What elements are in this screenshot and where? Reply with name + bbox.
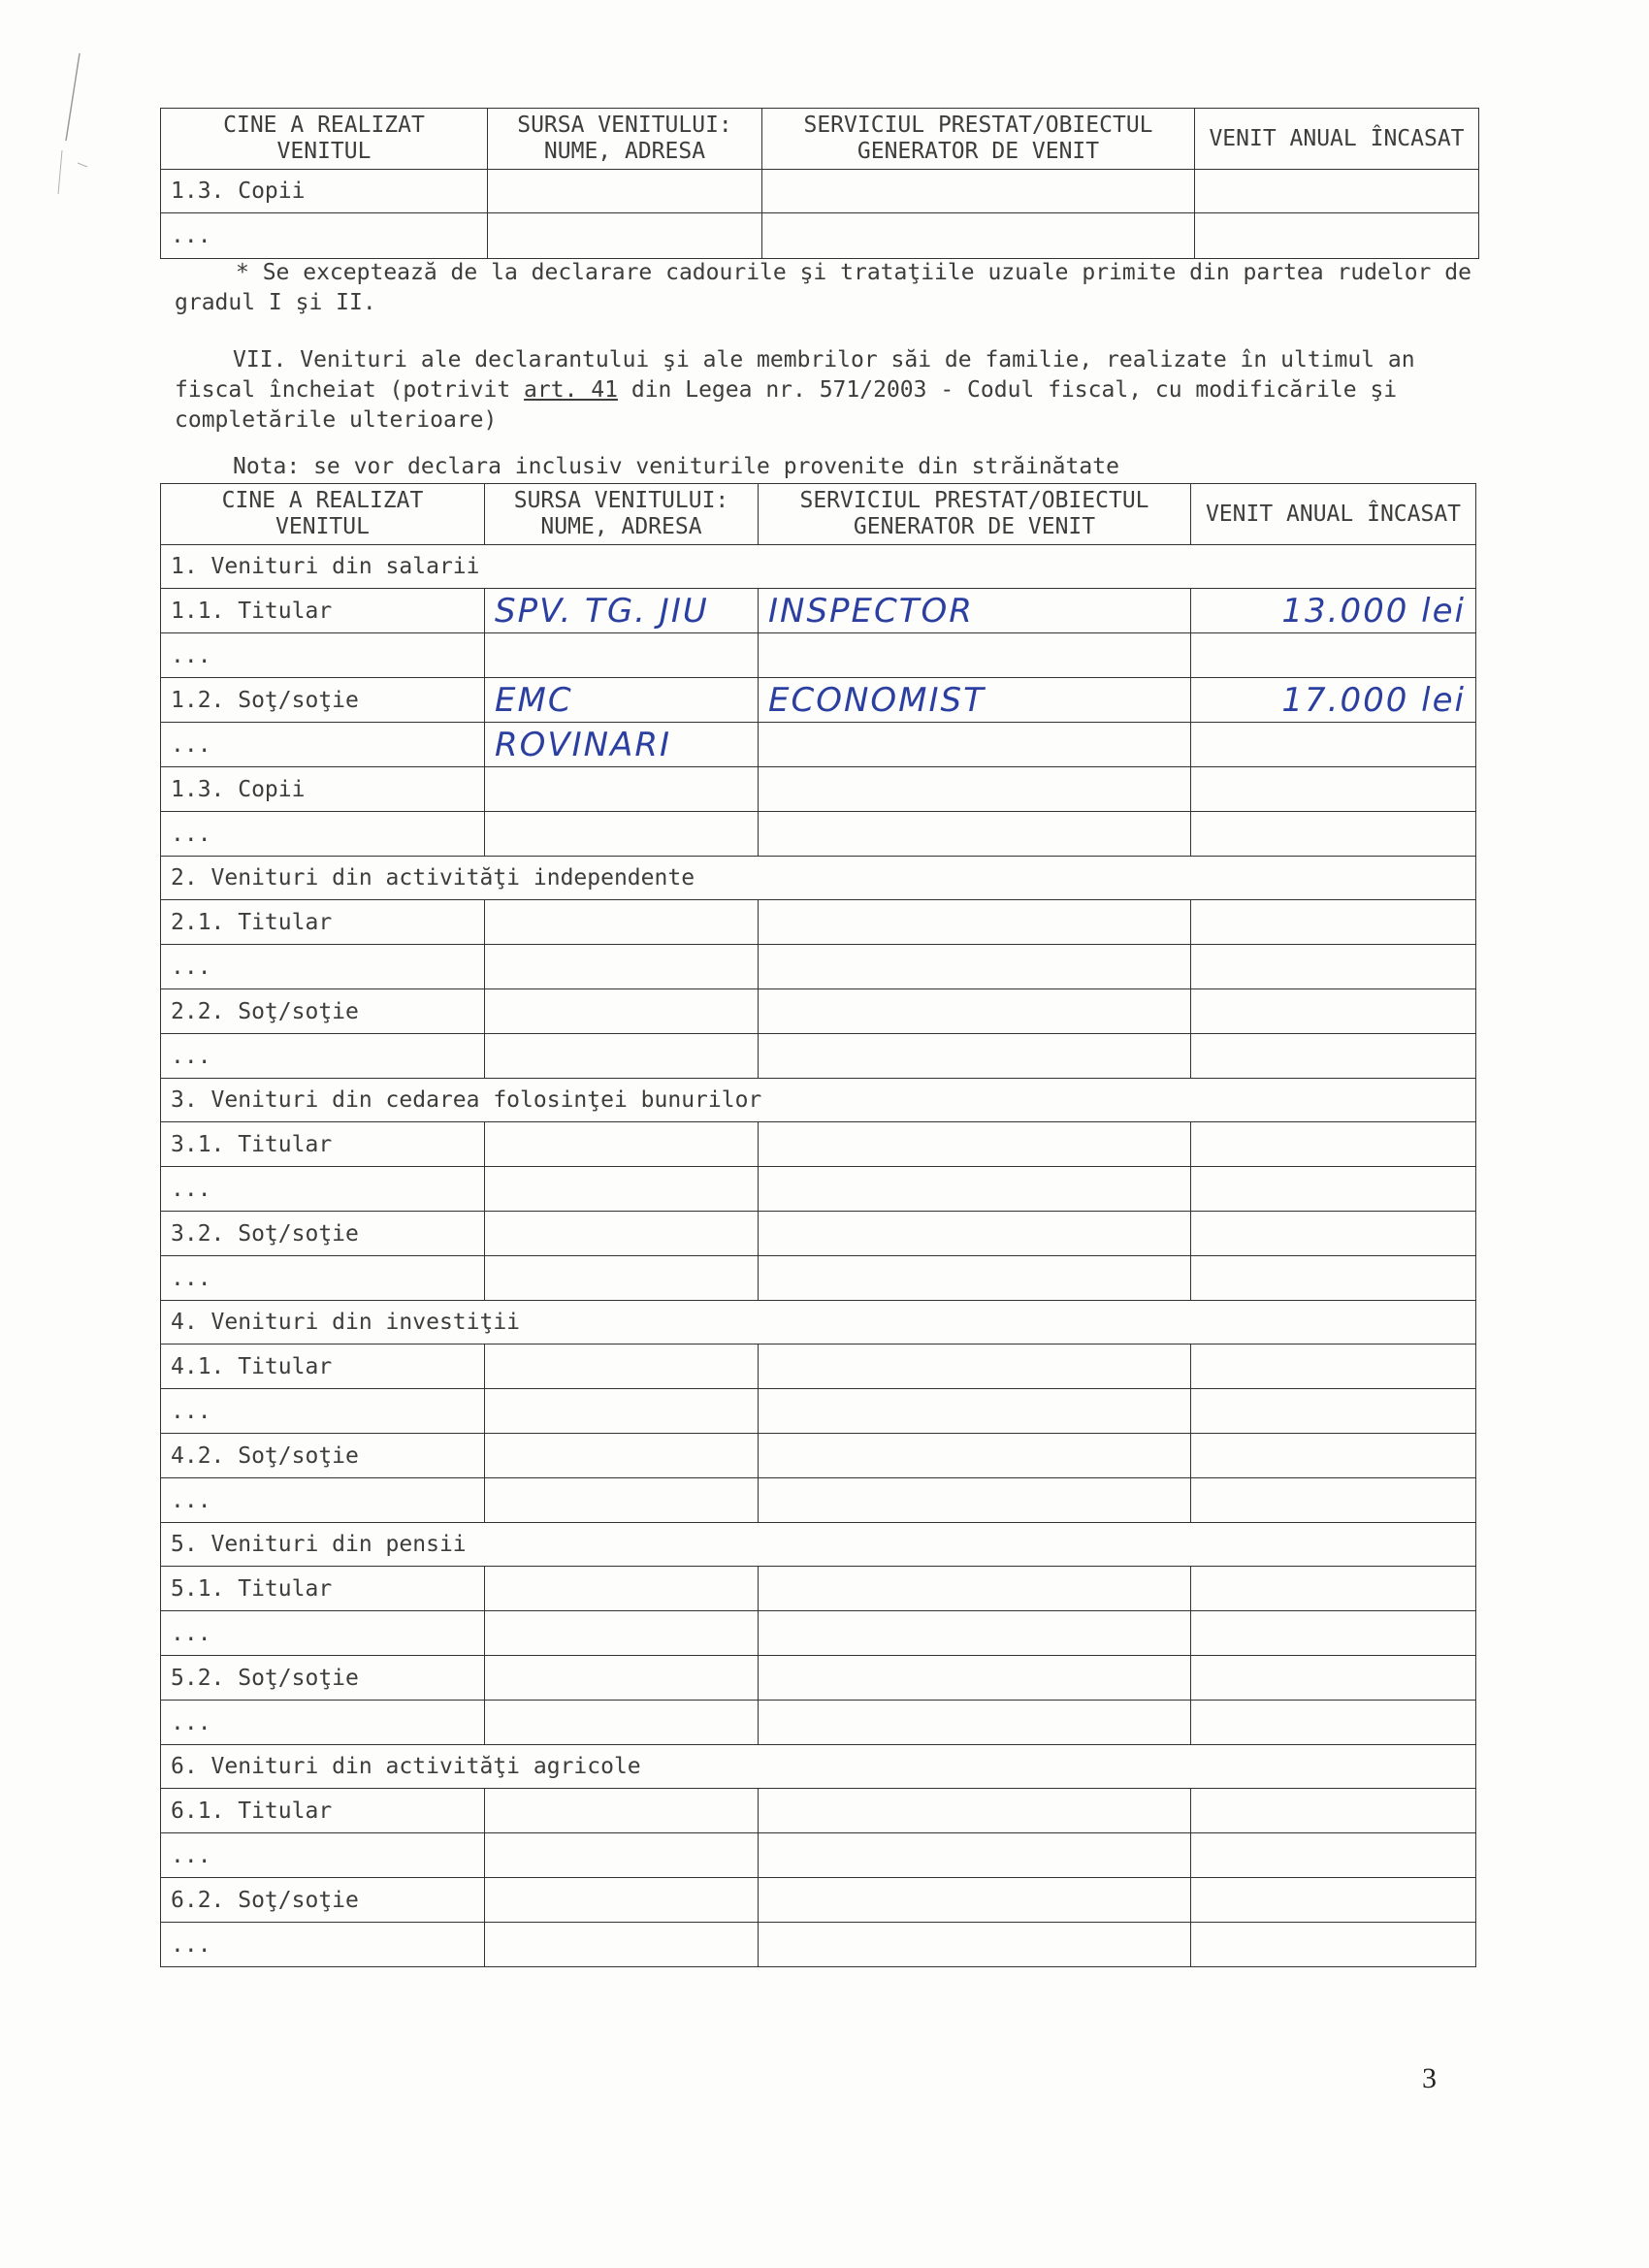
- service-cell: [759, 1878, 1191, 1923]
- source-cell: [485, 1122, 759, 1167]
- row-label: 5.2. Soţ/soţie: [161, 1656, 485, 1701]
- source-cell: [485, 945, 759, 989]
- service-cell: ECONOMIST: [759, 678, 1191, 723]
- row-label: 5.1. Titular: [161, 1567, 485, 1611]
- row-label: 1.3. Copii: [161, 767, 485, 812]
- row-label: ...: [161, 1256, 485, 1301]
- row-label: 3.1. Titular: [161, 1122, 485, 1167]
- service-cell: [762, 213, 1195, 259]
- income-cell: [1191, 1611, 1476, 1656]
- row-label: ...: [161, 945, 485, 989]
- service-cell: INSPECTOR: [759, 589, 1191, 633]
- section-text-continued: din Legea nr. 571/2003 - Codul fiscal, cu modificările şi completările ulterioare): [175, 377, 1398, 433]
- section-title-row: [161, 1745, 1476, 1789]
- service-cell: [759, 723, 1191, 767]
- service-cell: [759, 1034, 1191, 1079]
- service-cell: [759, 1701, 1191, 1745]
- row-label: ...: [161, 723, 485, 767]
- table-row: [161, 1434, 1476, 1478]
- row-label: 2.2. Soţ/soţie: [161, 989, 485, 1034]
- source-cell: [485, 1167, 759, 1212]
- income-table: [160, 483, 1476, 1967]
- service-cell: [759, 1656, 1191, 1701]
- header-source: SURSA VENITULUI: NUME, ADRESA: [488, 109, 762, 170]
- table-row: [161, 1256, 1476, 1301]
- table-row: [161, 1611, 1476, 1656]
- income-cell: [1195, 170, 1479, 213]
- table-row: [161, 1789, 1476, 1833]
- section-vii-heading: [175, 345, 1455, 436]
- row-label: ...: [161, 1701, 485, 1745]
- income-cell: [1191, 1833, 1476, 1878]
- service-cell: [759, 767, 1191, 812]
- service-cell: [762, 170, 1195, 213]
- section-title: 2. Venituri din activităţi independente: [161, 857, 1476, 900]
- table-row: [161, 900, 1476, 945]
- header-row: [161, 484, 1476, 545]
- source-cell: [485, 1701, 759, 1745]
- table-row: [161, 1833, 1476, 1878]
- table-row: [161, 589, 1476, 633]
- table-row: [161, 1212, 1476, 1256]
- header-income: VENIT ANUAL ÎNCASAT: [1191, 484, 1476, 545]
- service-cell: [759, 1389, 1191, 1434]
- income-cell: [1191, 1122, 1476, 1167]
- table-row: [161, 1167, 1476, 1212]
- income-cell: [1195, 213, 1479, 259]
- row-label: ...: [161, 1389, 485, 1434]
- service-cell: [759, 1256, 1191, 1301]
- table-row: [161, 213, 1479, 259]
- table-row: [161, 1701, 1476, 1745]
- table-row: [161, 1567, 1476, 1611]
- section-text: Venituri ale declarantului şi ale membrilor săi de familie, realizate în ultimul an fiscal încheiat (potrivit: [175, 347, 1415, 403]
- table-row: [161, 633, 1476, 678]
- table-row: [161, 1878, 1476, 1923]
- income-cell: [1191, 633, 1476, 678]
- section-title-row: [161, 545, 1476, 589]
- row-label: 6.1. Titular: [161, 1789, 485, 1833]
- section-title-row: [161, 857, 1476, 900]
- row-label: ...: [161, 633, 485, 678]
- section-title-row: [161, 1079, 1476, 1122]
- income-cell: [1191, 812, 1476, 857]
- service-cell: [759, 945, 1191, 989]
- income-cell: [1191, 1167, 1476, 1212]
- income-cell: [1191, 1256, 1476, 1301]
- table-row: [161, 812, 1476, 857]
- table-row: [161, 1478, 1476, 1523]
- table-row: [161, 767, 1476, 812]
- service-cell: [759, 1789, 1191, 1833]
- row-label: ...: [161, 1833, 485, 1878]
- row-label: ...: [161, 1034, 485, 1079]
- section-title-row: [161, 1523, 1476, 1567]
- row-label: ...: [161, 1478, 485, 1523]
- table-row: [161, 1656, 1476, 1701]
- service-cell: [759, 1345, 1191, 1389]
- row-label: ...: [161, 812, 485, 857]
- source-cell: [485, 1789, 759, 1833]
- service-cell: [759, 1167, 1191, 1212]
- table-row: [161, 989, 1476, 1034]
- service-cell: [759, 1567, 1191, 1611]
- service-cell: [759, 633, 1191, 678]
- table-row: [161, 1389, 1476, 1434]
- section-title: 5. Venituri din pensii: [161, 1523, 1476, 1567]
- service-cell: [759, 1212, 1191, 1256]
- section-title: 6. Venituri din activităţi agricole: [161, 1745, 1476, 1789]
- row-label: 2.1. Titular: [161, 900, 485, 945]
- service-cell: [759, 900, 1191, 945]
- source-cell: [485, 1923, 759, 1967]
- service-cell: [759, 1833, 1191, 1878]
- service-cell: [759, 812, 1191, 857]
- source-cell: [485, 633, 759, 678]
- page-number: 3: [1422, 2062, 1437, 2094]
- source-cell: [485, 812, 759, 857]
- income-cell: 13.000 lei: [1191, 589, 1476, 633]
- income-cell: [1191, 1034, 1476, 1079]
- header-who: CINE A REALIZAT VENITUL: [161, 109, 488, 170]
- header-source: SURSA VENITULUI: NUME, ADRESA: [485, 484, 759, 545]
- source-cell: [485, 1434, 759, 1478]
- source-cell: [485, 1345, 759, 1389]
- margin-pencil-mark: [19, 49, 97, 213]
- law-article-link[interactable]: art. 41: [524, 377, 618, 403]
- income-cell: [1191, 723, 1476, 767]
- header-row: [161, 109, 1479, 170]
- header-income: VENIT ANUAL ÎNCASAT: [1195, 109, 1479, 170]
- source-cell: [485, 1567, 759, 1611]
- source-cell: [485, 989, 759, 1034]
- income-cell: [1191, 1389, 1476, 1434]
- income-cell: [1191, 1878, 1476, 1923]
- income-cell: [1191, 1701, 1476, 1745]
- children-income-table: [160, 108, 1479, 259]
- source-cell: [488, 213, 762, 259]
- row-label: 1.1. Titular: [161, 589, 485, 633]
- source-cell: [485, 1256, 759, 1301]
- service-cell: [759, 989, 1191, 1034]
- row-label: ...: [161, 1923, 485, 1967]
- section-title: 3. Venituri din cedarea folosinţei bunurilor: [161, 1079, 1476, 1122]
- source-cell: [485, 767, 759, 812]
- section-title: 1. Venituri din salarii: [161, 545, 1476, 589]
- row-label: 3.2. Soţ/soţie: [161, 1212, 485, 1256]
- income-cell: 17.000 lei: [1191, 678, 1476, 723]
- section-roman: VII.: [233, 347, 287, 373]
- table-row: [161, 945, 1476, 989]
- row-label: 1.2. Soţ/soţie: [161, 678, 485, 723]
- income-cell: [1191, 945, 1476, 989]
- source-cell: [485, 1878, 759, 1923]
- source-cell: EMC: [485, 678, 759, 723]
- income-cell: [1191, 1923, 1476, 1967]
- income-cell: [1191, 1789, 1476, 1833]
- row-label: ...: [161, 1167, 485, 1212]
- row-label: ...: [161, 1611, 485, 1656]
- row-label: 4.2. Soţ/soţie: [161, 1434, 485, 1478]
- section-title: 4. Venituri din investiţii: [161, 1301, 1476, 1345]
- footnote: * Se exceptează de la declarare cadourile şi trataţiile uzuale primite din partea rudelor de gradul I şi II.: [175, 260, 1471, 315]
- row-label: 6.2. Soţ/soţie: [161, 1878, 485, 1923]
- source-cell: [485, 1389, 759, 1434]
- source-cell: [485, 1833, 759, 1878]
- income-cell: [1191, 900, 1476, 945]
- income-cell: [1191, 1478, 1476, 1523]
- service-cell: [759, 1478, 1191, 1523]
- income-cell: [1191, 1345, 1476, 1389]
- table-row: [161, 1034, 1476, 1079]
- income-cell: [1191, 1212, 1476, 1256]
- table-row: [161, 678, 1476, 723]
- row-label: ...: [161, 213, 488, 259]
- income-cell: [1191, 1567, 1476, 1611]
- income-cell: [1191, 1434, 1476, 1478]
- source-cell: [485, 1034, 759, 1079]
- source-cell: [485, 900, 759, 945]
- header-who: CINE A REALIZAT VENITUL: [161, 484, 485, 545]
- source-cell: SPV. TG. JIU: [485, 589, 759, 633]
- source-cell: [488, 170, 762, 213]
- table-row: [161, 1122, 1476, 1167]
- section-title-row: [161, 1301, 1476, 1345]
- income-cell: [1191, 1656, 1476, 1701]
- income-cell: [1191, 767, 1476, 812]
- table-row: [161, 1345, 1476, 1389]
- service-cell: [759, 1434, 1191, 1478]
- service-cell: [759, 1923, 1191, 1967]
- source-cell: [485, 1212, 759, 1256]
- source-cell: [485, 1478, 759, 1523]
- table-row: [161, 1923, 1476, 1967]
- service-cell: [759, 1122, 1191, 1167]
- source-cell: [485, 1656, 759, 1701]
- header-service: SERVICIUL PRESTAT/OBIECTUL GENERATOR DE VENIT: [762, 109, 1195, 170]
- row-label: 4.1. Titular: [161, 1345, 485, 1389]
- income-cell: [1191, 989, 1476, 1034]
- service-cell: [759, 1611, 1191, 1656]
- nota-text: Nota: se vor declara inclusiv veniturile provenite din străinătate: [233, 454, 1119, 479]
- header-service: SERVICIUL PRESTAT/OBIECTUL GENERATOR DE VENIT: [759, 484, 1191, 545]
- source-cell: [485, 1611, 759, 1656]
- table-row: [161, 170, 1479, 213]
- table-row: [161, 723, 1476, 767]
- source-cell: ROVINARI: [485, 723, 759, 767]
- row-label: 1.3. Copii: [161, 170, 488, 213]
